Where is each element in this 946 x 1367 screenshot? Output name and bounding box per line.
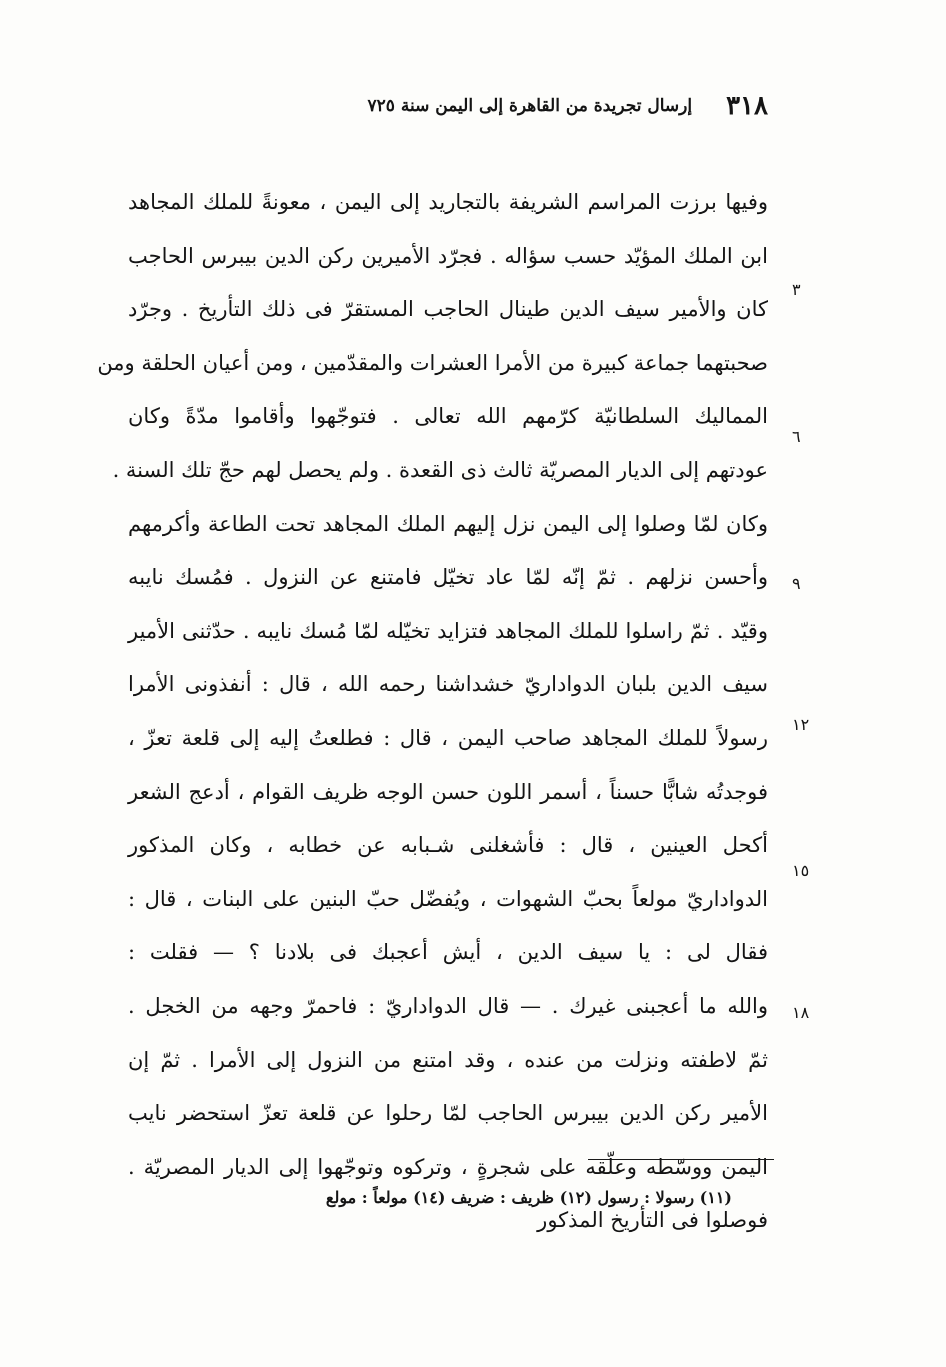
line-number: ١٨ bbox=[792, 1003, 810, 1022]
text-line: والله ما أعجبنى غيرك . — قال الدواداريّ : فاحمرّ وجهه من الخجل . bbox=[128, 993, 768, 1018]
line-number: ١٢ bbox=[792, 715, 810, 734]
text-line: المماليك السلطانيّة كرّمهم الله تعالى . فتوجّهوا وأقاموا مدّةً وكان bbox=[128, 404, 768, 429]
text-line: وأحسن نزلهم . ثمّ إنّه لمّا عاد تخيّل فامتنع عن النزول . فمُسك نايبه bbox=[128, 565, 768, 590]
line-number: ٩ bbox=[792, 574, 801, 593]
text-line: ابن الملك المؤيّد حسب سؤاله . فجرّد الأميرين ركن الدين بيبرس الحاجب bbox=[128, 243, 768, 268]
text-line: عودتهم إلى الديار المصريّة ثالث ذى القعدة . ولم يحصل لهم حجّ تلك السنة . bbox=[112, 457, 768, 482]
text-line: رسولاً للملك المجاهد صاحب اليمن ، قال : فطلعتُ إليه إلى قلعة تعزّ ، bbox=[128, 725, 768, 750]
line-number: ٣ bbox=[792, 280, 801, 299]
text-line: فوصلوا فى التأريخ المذكور bbox=[537, 1208, 768, 1233]
line-number: ١٥ bbox=[792, 861, 810, 880]
running-title: إرسال تجريدة من القاهرة إلى اليمن سنة ٧٢٥ bbox=[367, 96, 693, 116]
text-line: الأمير ركن الدين بيبرس الحاجب لمّا رحلوا عن قلعة تعزّ استحضر نايب bbox=[128, 1101, 768, 1126]
line-number: ٦ bbox=[792, 427, 801, 446]
page-number: ٣١٨ bbox=[726, 91, 768, 121]
text-line: ثمّ لاطفته ونزلت من عنده ، وقد امتنع من النزول إلى الأمرا . ثمّ إن bbox=[128, 1047, 768, 1072]
footnote-rule bbox=[588, 1159, 774, 1160]
page-header bbox=[290, 86, 768, 126]
text-line: صحبتهما جماعة كبيرة من الأمرا العشرات والمقدّمين ، ومن أعيان الحلقة ومن bbox=[97, 350, 768, 375]
text-line: اليمن ووسّطه وعلّقه على شجرةٍ ، وتركوه وتوجّهوا إلى الديار المصريّة . bbox=[128, 1154, 768, 1179]
text-line: وقيّد . ثمّ راسلوا للملك المجاهد فتزايد تخيّله لمّا مُسك نايبه . حدّثنى الأمير bbox=[128, 618, 768, 643]
text-line: فقال لى : يا سيف الدين ، أيش أعجبك فى بلادنا ؟ — فقلت : bbox=[128, 940, 768, 965]
text-line: الدواداريّ مولعاً بحبّ الشهوات ، ويُفضّل حبّ البنين على البنات ، قال : bbox=[128, 886, 768, 911]
body-text bbox=[97, 176, 768, 1248]
text-line: أكحل العينين ، قال : فأشغلنى شـبابه عن خطابه ، وكان المذكور bbox=[128, 833, 768, 858]
text-line: كان والأمير سيف الدين طينال الحاجب المستقرّ فى ذلك التأريخ . وجرّد bbox=[128, 297, 768, 322]
text-line: سيف الدين بلبان الدواداريّ خشداشنا رحمه الله ، قال : أنفذونى الأمرا bbox=[128, 672, 768, 697]
text-line: وكان لمّا وصلوا إلى اليمن نزل إليهم الملك المجاهد تحت الطاعة وأكرمهم bbox=[128, 511, 768, 536]
text-line: فوجدتُه شابًّا حسناً ، أسمر اللون حسن الوجه ظريف القوام ، أدعج الشعر bbox=[128, 779, 768, 804]
text-line: وفيها برزت المراسم الشريفة بالتجاريد إلى اليمن ، معونةً للملك المجاهد bbox=[128, 190, 768, 214]
footnote: (١١) رسولا : رسول (١٢) ظريف : ضريف (١٤) مولعاً : مولع bbox=[325, 1188, 732, 1207]
